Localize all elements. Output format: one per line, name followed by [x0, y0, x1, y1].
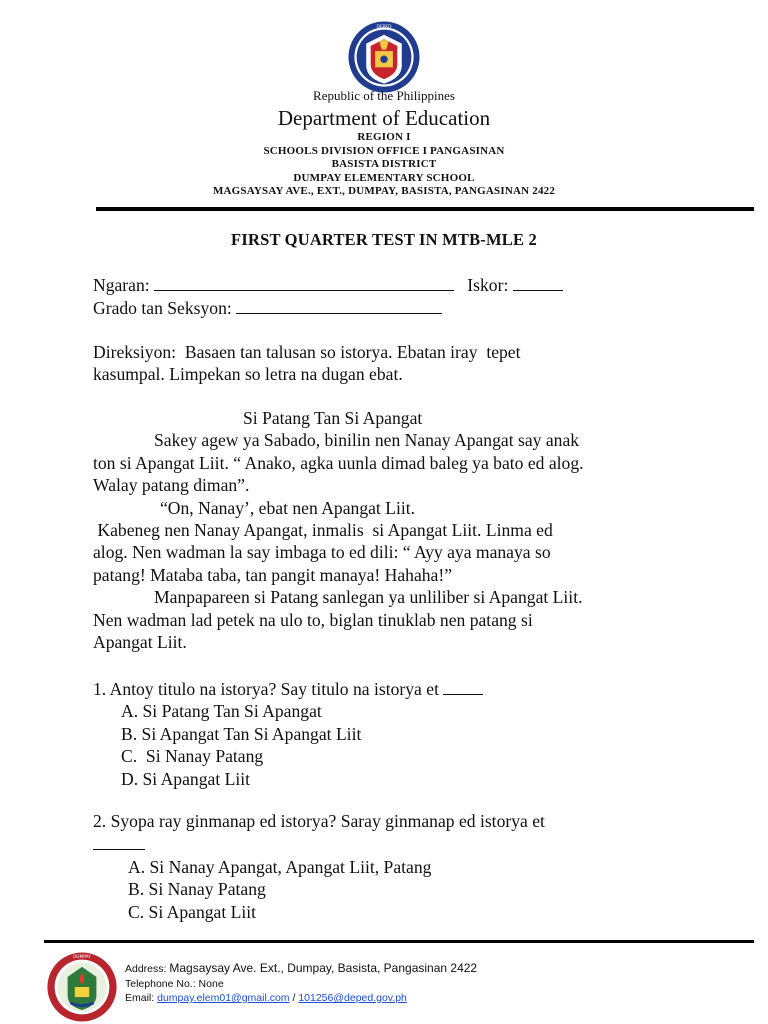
option-b[interactable]: B. Si Apangat Tan Si Apangat Liit	[121, 723, 362, 744]
telephone-row: Telephone No.: None	[125, 977, 224, 990]
story-line: alog. Nen wadman la say imbaga to ed dili: “ Ayy aya manaya so	[93, 542, 551, 563]
story-line: patang! Mataba taba, tan pangit manaya! Hahaha!”	[93, 564, 453, 585]
grade-blank[interactable]	[236, 296, 442, 314]
question-1	[93, 677, 683, 790]
division-line: SCHOOLS DIVISION OFFICE I PANGASINAN	[263, 144, 505, 157]
story	[93, 407, 683, 653]
story-line: Walay patang diman”.	[93, 475, 250, 496]
school-seal-logo	[46, 951, 118, 1023]
region-line: REGION I	[357, 131, 411, 143]
option-a[interactable]: A. Si Patang Tan Si Apangat	[121, 701, 322, 722]
deped-seal-logo	[347, 20, 421, 94]
directions-line: kasumpal. Limpekan so letra na dugan ebat.	[93, 364, 403, 385]
test-title: FIRST QUARTER TEST IN MTB-MLE 2	[231, 230, 537, 249]
address-label: Address:	[125, 963, 167, 975]
svg-text:DUMPAY: DUMPAY	[73, 955, 91, 961]
story-line: “On, Nanay’, ebat nen Apangat Liit.	[160, 497, 416, 518]
footer-address-row	[125, 961, 477, 977]
option-c[interactable]: C. Si Apangat Liit	[128, 901, 257, 922]
grade-label: Grado tan Seksyon:	[93, 298, 232, 319]
email-row	[125, 991, 477, 1006]
name-label: Ngaran:	[93, 275, 150, 295]
story-title: Si Patang Tan Si Apangat	[243, 408, 423, 428]
republic-line: Republic of the Philippines	[313, 88, 455, 103]
option-c[interactable]: C. Si Nanay Patang	[121, 746, 264, 767]
story-line: Nen wadman lad petek na ulo to, biglan tinuklab nen patang si	[93, 609, 533, 630]
story-line: Manpapareen si Patang sanlegan ya unliliber si Apangat Liit.	[154, 587, 583, 608]
email-link-gmail[interactable]: dumpay.elem01@gmail.com	[157, 992, 290, 1004]
header-divider	[96, 207, 754, 211]
option-d[interactable]: D. Si Apangat Liit	[121, 768, 251, 789]
school-line: DUMPAY ELEMENTARY SCHOOL	[293, 171, 475, 184]
department-name: Department of Education	[277, 106, 491, 130]
story-line: ton si Apangat Liit. “ Anako, agka uunla dimad baleg ya bato ed alog.	[93, 452, 584, 473]
question-1-text: 1. Antoy titulo na istorya? Say titulo na istorya et	[93, 679, 439, 699]
name-blank[interactable]	[154, 273, 454, 291]
grade-row	[93, 296, 683, 319]
footer-contact	[125, 961, 477, 1006]
email-label: Email:	[125, 992, 155, 1004]
option-b[interactable]: B. Si Nanay Patang	[128, 879, 266, 900]
directions	[93, 341, 683, 386]
directions-line: Direksiyon: Basaen tan talusan so istorya. Ebatan iray tepet	[93, 342, 521, 362]
option-a[interactable]: A. Si Nanay Apangat, Apangat Liit, Patang	[128, 856, 432, 877]
footer-divider	[44, 940, 754, 943]
story-line: Apangat Liit.	[93, 632, 187, 653]
question-text	[93, 677, 683, 700]
score-blank[interactable]	[513, 273, 563, 291]
name-row	[93, 273, 683, 296]
question-2-text: 2. Syopa ray ginmanap ed istorya? Saray ginmanap ed istorya et	[93, 811, 545, 831]
svg-text:DEPED: DEPED	[376, 25, 392, 31]
question-2-blank-row	[93, 832, 683, 855]
email-link-deped[interactable]: 101256@deped.gov.ph	[298, 992, 407, 1004]
letterhead	[0, 20, 768, 199]
address-value: Magsaysay Ave. Ext., Dumpay, Basista, Pangasinan 2422	[169, 961, 478, 975]
score-label: Iskor:	[467, 275, 509, 295]
student-fields	[93, 273, 683, 320]
address-line: MAGSAYSAY AVE., EXT., DUMPAY, BASISTA, PANGASINAN 2422	[212, 185, 556, 197]
answer-blank[interactable]	[93, 832, 145, 850]
question-2	[93, 810, 683, 923]
story-line: Sakey agew ya Sabado, binilin nen Nanay Apangat say anak	[154, 430, 580, 451]
story-line: Kabeneg nen Nanay Apangat, inmalis si Apangat Liit. Linma ed	[93, 520, 553, 541]
email-separator: /	[292, 992, 296, 1004]
answer-blank[interactable]	[443, 677, 483, 695]
district-line: BASISTA DISTRICT	[331, 158, 437, 170]
